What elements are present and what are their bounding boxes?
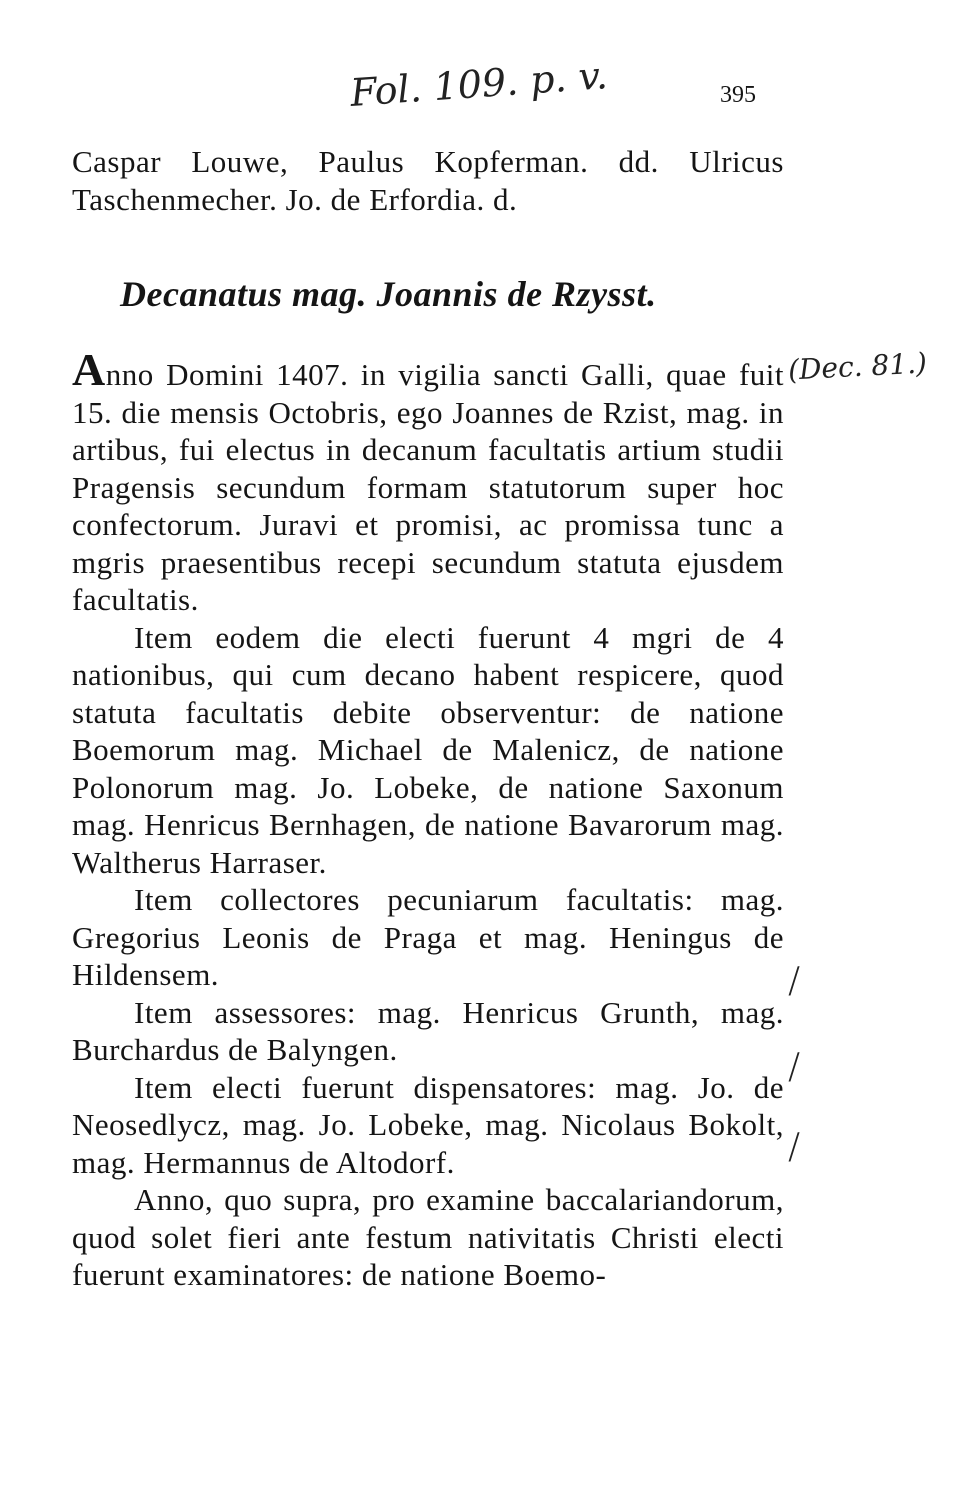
- paragraph-examiners: Anno, quo supra, pro examine baccalariandorum, quod solet fieri ante festum nativitatis Christi electi fuerunt examinatores: de natione Boemo-: [72, 1182, 784, 1292]
- intro-paragraph: Caspar Louwe, Paulus Kopferman. dd. Ulricus Taschenmecher. Jo. de Erfordia. d.: [72, 144, 784, 217]
- folio-handwritten-note: Fol. 109. p. v.: [348, 53, 609, 115]
- margin-slash-mark: /: [788, 1126, 801, 1167]
- paragraph-election-text: nno Domini 1407. in vigilia sancti Galli, quae fuit 15. die mensis Octobris, ego Joannes de Rzist, mag. in artibus, fui electus in decanum facultatis artium studii Pragensis secundum formam statutorum super hoc confectorum. Juravi et promisi, ac promissa tunc a mgris praesentibus recepi secundum statuta ejusdem facultatis.: [72, 357, 784, 617]
- paragraph-assessors: Item assessores: mag. Henricus Grunth, mag. Burchardus de Balyngen.: [72, 994, 784, 1067]
- margin-slash-mark: /: [788, 1046, 801, 1087]
- margin-note-handwritten: (Dec. 81.): [787, 346, 928, 387]
- drop-cap: A: [72, 344, 106, 395]
- page-number: 395: [720, 82, 756, 108]
- paragraph-nations: Item eodem die electi fuerunt 4 mgri de 4 nationibus, qui cum decano habent respicere, quod statuta facultatis debite observentur: de natione Boemorum mag. Michael de Malenicz, de natione Polonorum mag. Jo. Lobeke, de natione Saxonum mag. Henricus Bernhagen, de natione Bavarorum mag. Waltherus Harraser.: [72, 619, 784, 880]
- paragraph-election: [72, 344, 784, 619]
- section-heading: Decanatus mag. Joannis de Rzysst.: [120, 274, 657, 314]
- paragraph-collectors: Item collectores pecuniarum facultatis: mag. Gregorius Leonis de Praga et mag. Heningus de Hildensem.: [72, 882, 784, 992]
- document-body: [72, 344, 784, 1294]
- margin-slash-mark: /: [788, 960, 801, 1001]
- paragraph-dispensators: Item electi fuerunt dispensatores: mag. Jo. de Neosedlycz, mag. Jo. Lobeke, mag. Nicolaus Bokolt, mag. Hermannus de Altodorf.: [72, 1069, 784, 1180]
